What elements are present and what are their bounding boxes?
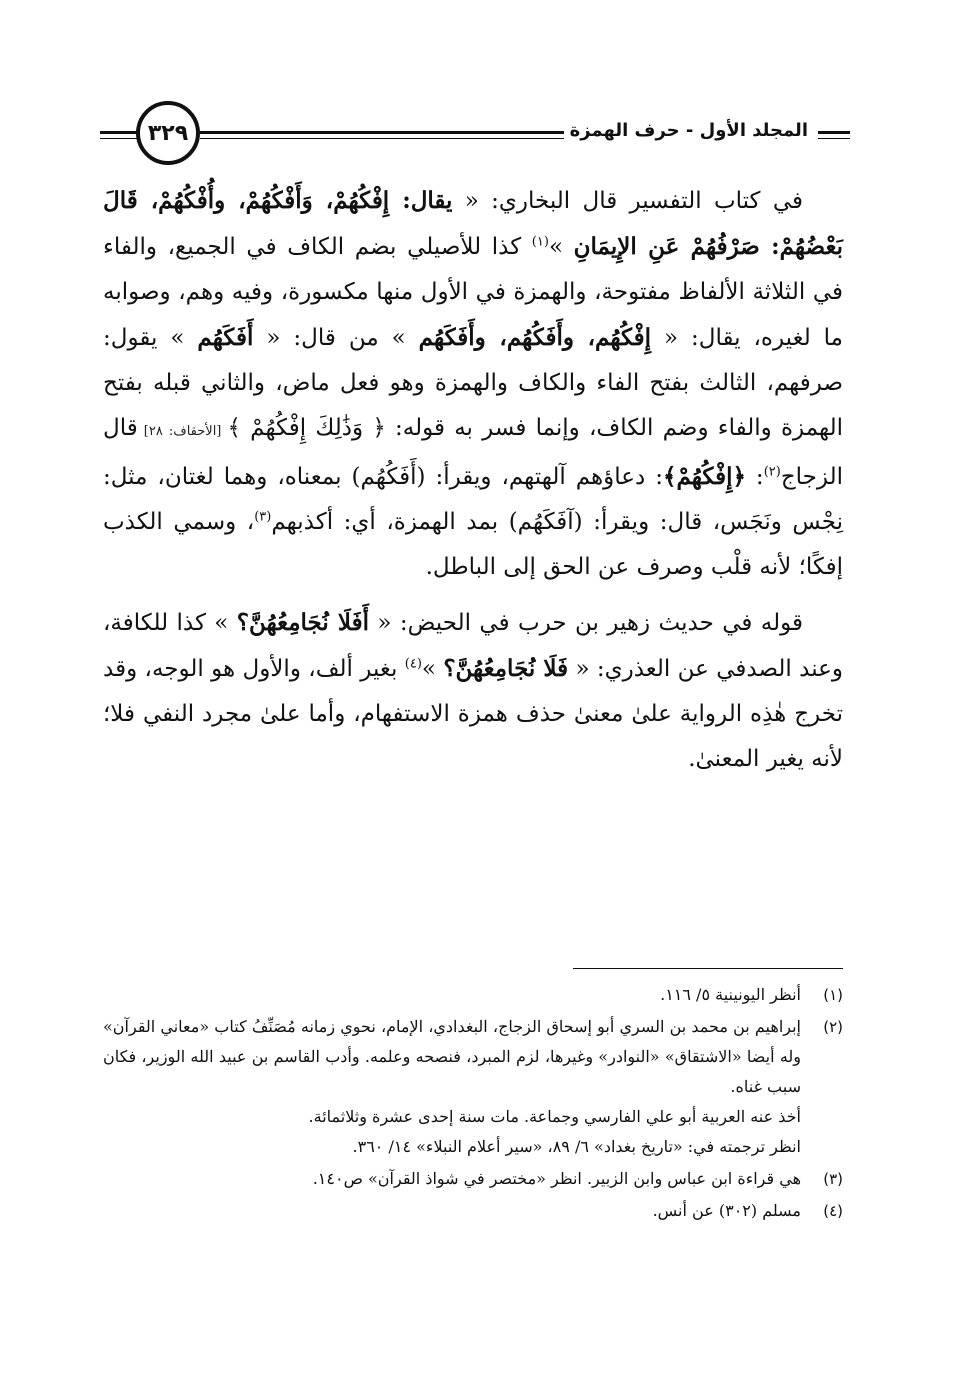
- footnote-number: (٣): [823, 1170, 843, 1188]
- footnote-line: أنظر اليونينية ٥/ ١١٦.: [660, 985, 801, 1004]
- text: كذا للأصيلي بضم الكاف في الجميع، والفاء في الثلاثة الألفاظ مفتوحة، والهمزة في الأول منها مكسورة، وفيه وهم، وصوابه ما لغيره، يقال: «: [103, 234, 844, 351]
- text: » كذا للكافة، وعند الصدفي عن العذري: «: [103, 610, 844, 682]
- footnote-text: [103, 980, 801, 1010]
- text: : دعاؤهم آلهتهم، ويقرأ: (أَفَكُهُم) بمعناه، وهما لغتان، مثل: نِجْس ونَجَس، قال: ويقرأ: (آفَكَهُم) بمد الهمزة، أي: أكذبهم: [103, 464, 843, 535]
- footnote-separator: [573, 968, 843, 969]
- footnote-text: [103, 1196, 801, 1226]
- footnote-line: مسلم (٣٠٢) عن أنس.: [652, 1201, 801, 1220]
- text: » من قال: «: [253, 325, 419, 351]
- footnote-1: [103, 980, 843, 1010]
- text: قوله في حديث زهير بن حرب في الحيض: «: [369, 610, 803, 636]
- footnote-4: [103, 1196, 843, 1226]
- quran-word: ﴿إِفْكُهُمْ﴾: [662, 463, 746, 490]
- header-rule: [100, 131, 138, 134]
- text: قال الزجاج: [103, 415, 843, 490]
- footnote-ref-4[interactable]: (٤): [404, 656, 422, 672]
- text: بغير ألف، والأول هو الوجه، وقد تخرج هٰذِه الرواية علىٰ معنىٰ حذف همزة الاستفهام، وأما علىٰ مجرد النفي فلا؛ لأنه يغير المعنىٰ.: [103, 656, 843, 772]
- header-rule: [818, 131, 850, 134]
- running-title: المجلد الأول - حرف الهمزة: [564, 120, 814, 141]
- footnote-text: [103, 1164, 801, 1194]
- text: في كتاب التفسير قال البخاري: «: [452, 188, 803, 214]
- quran-verse: ﴿ وَذَٰلِكَ إِفْكُهُمْ ﴾: [227, 415, 386, 441]
- footnote-number: (٤): [823, 1202, 843, 1220]
- paragraph-1: [103, 178, 843, 590]
- footnote-line: انظر ترجمته في: «تاريخ بغداد» ٦/ ٨٩، «سير أعلام النبلاء» ١٤/ ٣٦٠.: [352, 1137, 801, 1156]
- text: » يقول: صرفهم، الثالث بفتح الفاء والكاف والهمزة وهو فعل ماض، والثاني قبله بفتح الهمزة والفاء وضم الكاف، وإنما فسر به قوله:: [103, 325, 843, 441]
- page-number: ٣٢٩: [136, 101, 200, 165]
- footnote-line: هي قراءة ابن عباس وابن الزبير. انظر «مختصر في شواذ القرآن» ص١٤٠.: [312, 1169, 801, 1188]
- quoted-text: أَفَلَا نُجَامِعُهُنَّ؟: [236, 609, 369, 636]
- quoted-text: أَفَكَهُم: [197, 324, 254, 351]
- quoted-text: فَلَا نُجَامِعُهُنَّ؟: [443, 655, 569, 682]
- footnote-number: (٢): [823, 1018, 843, 1036]
- header-rule: [100, 138, 138, 139]
- text: :: [745, 464, 764, 490]
- footnote-ref-1[interactable]: (١): [531, 234, 549, 250]
- footnote-2: [103, 1012, 843, 1162]
- footnote-ref-3[interactable]: (٣): [254, 509, 272, 525]
- verse-citation: [الأحقاف: ٢٨]: [137, 424, 228, 439]
- footnote-text: [103, 1012, 801, 1162]
- text: »: [548, 234, 574, 260]
- footnote-number: (١): [823, 986, 843, 1004]
- text: »: [421, 656, 444, 682]
- footnote-3: [103, 1164, 843, 1194]
- quoted-text: إِفْكُهُم، وأَفَكُهُم، وأَفَكَهُم: [418, 324, 652, 351]
- text: ، وسمي الكذب إفكًا؛ لأنه قلْب وصرف عن الحق إلى الباطل.: [103, 509, 843, 580]
- footnote-ref-2[interactable]: (٢): [763, 464, 781, 480]
- footnotes: [103, 980, 843, 1228]
- page-header: [100, 100, 850, 170]
- footnote-line: أخذ عنه العربية أبو علي الفارسي وجماعة. مات سنة إحدى عشرة وثلاثمائة.: [308, 1107, 801, 1126]
- quoted-text: يقال: إِفْكُهُمْ، وَأَفْكُهُمْ، وأُفْكُهُمْ، قَالَ بَعْضُهُمْ: صَرْفُهُمْ عَنِ الإِيمَانِ: [103, 187, 843, 260]
- paragraph-2: [103, 600, 843, 782]
- main-text: [103, 178, 843, 792]
- footnote-line: إبراهيم بن محمد بن السري أبو إسحاق الزجاج، البغدادي، الإمام، نحوي زمانه مُصَنِّفُ كتاب «معاني القرآن» وله أيضا «الاشتقاق» «النوادر» وغيرها، لزم المبرد، فنصحه وعلمه. وأدب القاسم بن عبيد الله الوزير، فكان سبب غناه.: [103, 1017, 801, 1096]
- header-rule: [818, 138, 850, 139]
